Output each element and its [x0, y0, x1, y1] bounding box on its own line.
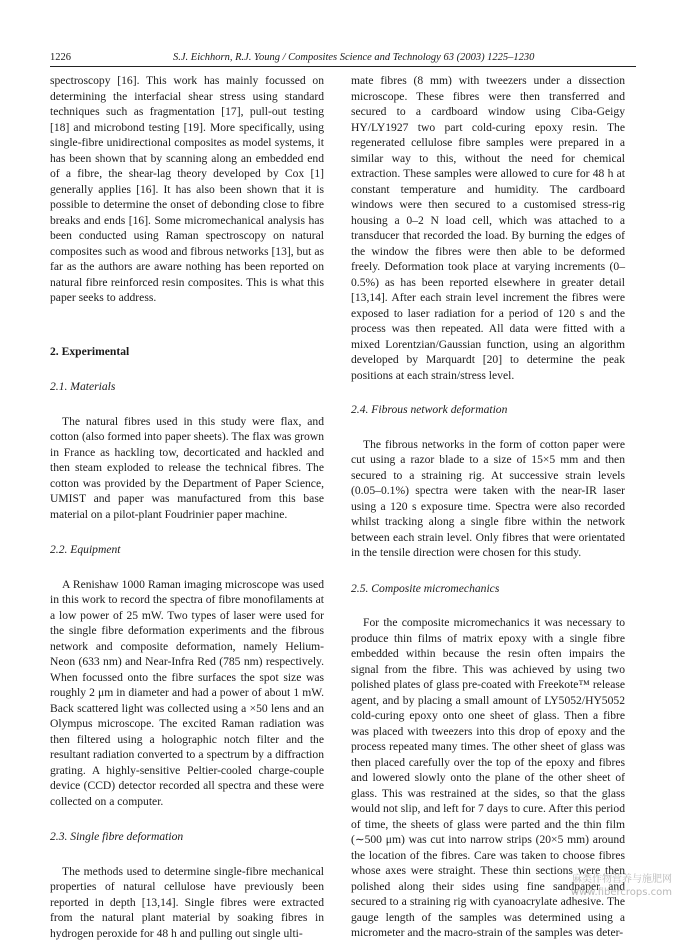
page-header [50, 52, 636, 66]
subsection-heading-fibrous-network: 2.4. Fibrous network deformation [351, 402, 625, 418]
subsection-heading-equipment: 2.2. Equipment [50, 542, 324, 558]
materials-paragraph: The natural fibres used in this study were flax, and cotton (also formed into paper sheets). The flax was grown in France as hackling tow, decorticated and hackled and then steam exploded to release the technical fibres. The cotton was provided by the Department of Paper Science, UMIST and paper was manufactured from this base material on a pilot-plant Foudrinier paper machine. [50, 414, 324, 523]
composite-paragraph: For the composite micromechanics it was necessary to produce thin films of matrix epoxy with a single fibre embedded within because the resin often impairs the signal from the fibre. This was achieved by using two polished plates of glass pre-coated with Freekote™ release agent, and by placing a small amount of LY5052/HY5052 cold-curing epoxy onto one sheet of glass. Then a fibre was placed with tweezers into this drop of epoxy and the process repeated many times. The other sheet of glass was then placed carefully over the top of the epoxy and fibres and lowered slowly onto the plane of the other sheet of glass. This was restrained at the sides, so that the glass would not slip, and left for 7 days to cure. After this period of time, the sheets of glass were parted and the thin film (∼500 μm) was cut into narrow strips (20×5 mm) around the location of the fibres. Care was taken to choose fibres whose axes were straight. These thin sections were then polished along their sides using fine sandpaper and secured to a straining rig with cyanoacrylate adhesive. The gauge length of the samples was determined using a micrometer and the macro-strain of the samples was deter- [351, 615, 625, 941]
subsection-heading-materials: 2.1. Materials [50, 379, 324, 395]
header-rule [50, 66, 636, 67]
watermark-url: www.fibercrops.com [571, 886, 672, 899]
right-column [351, 73, 625, 941]
subsection-heading-composite: 2.5. Composite micromechanics [351, 581, 625, 597]
page-number: 1226 [50, 52, 71, 63]
subsection-heading-single-fibre: 2.3. Single fibre deformation [50, 829, 324, 845]
watermark-title: 麻类作物营养与施肥网 [571, 873, 672, 886]
equipment-paragraph: A Renishaw 1000 Raman imaging microscope was used in this work to record the spectra of fibre monofilaments at a low power of 25 mW. Two types of laser were used for the single fibre deformation experiments and the fibrous network and composite deformation, namely Helium-Neon (633 nm) and Near-Infra Red (785 nm) respectively. When focussed onto the fibre surfaces the spot size was roughly 2 μm in diameter and had a power of about 1 mW. Back scattered light was collected using a ×50 lens and an Olympus microscope. The excited Raman radiation was then filtered using a holographic notch filter and the resultant radiation converted to a spectrum by a diffraction grating. A highly-sensitive Peltier-cooled charge-couple device (CCD) detector recorded all spectra and these were collected on a computer. [50, 577, 324, 810]
continued-paragraph: mate fibres (8 mm) with tweezers under a dissection microscope. These fibres were then transferred and secured to a cardboard window using Ciba-Geigy HY/LY1927 two part cold-curing epoxy resin. The regenerated cellulose fibre samples were prepared in a similar way to this, without the need for chemical extraction. These samples were allowed to cure for 48 h at constant temperature and humidity. The cardboard windows were then secured to a customised stress-rig housing a 0–2 N load cell, which was attached to a transducer that recorded the load. By burning the edges of the window the fibres were then able to be deformed freely. Deformation took place at varying increments (0–0.5%) as has been reported elsewhere in greater detail [13,14]. After each strain level increment the fibres were exposed to laser radiation for a period of 120 s and the process was then repeated. All data were fitted with a mixed Lorentzian/Gaussian function, using an algorithm developed by Marquardt [20] to determine the peak positions at each strain/stress level. [351, 73, 625, 383]
left-column [50, 73, 324, 941]
single-fibre-paragraph: The methods used to determine single-fibre mechanical properties of natural cellulose have previously been reported in depth [13,14]. Single fibres were extracted from the natural plant material by soaking fibres in hydrogen peroxide for 48 h and pulling out single ulti- [50, 864, 324, 941]
intro-paragraph: spectroscopy [16]. This work has mainly focussed on determining the interfacial shear stress using standard techniques such as fragmentation [17], pull-out testing [18] and microbond testing [19]. More specifically, using single-fibre unidirectional composites as model systems, it has been shown that by scanning along an embedded end of a fibre, the shear-lag theory developed by Cox [1] generally applies [16]. It has also been shown that it is possible to determine the onset of debonding close to fibre breaks and ends [16]. Some micromechanical analysis has been conducted using Raman spectroscopy on natural composites such as wood and fibrous networks [13], but as far as the authors are aware nothing has been reported on natural fibre reinforced resin composites. This is what this paper seeks to address. [50, 73, 324, 306]
section-heading-experimental: 2. Experimental [50, 344, 324, 360]
site-watermark [571, 873, 672, 899]
fibrous-network-paragraph: The fibrous networks in the form of cotton paper were cut using a razor blade to a size of 15×5 mm and then secured to a straining rig. At successive strain levels (0.05–0.1%) spectra were taken with the near-IR laser using a 120 s exposure time. Spectra were also recorded whilst tracking along a single fibre within the network between each strain level. Only fibres that were orientated in the tensile direction were chosen for this study. [351, 437, 625, 561]
running-title: S.J. Eichhorn, R.J. Young / Composites Science and Technology 63 (2003) 1225–1230 [173, 52, 534, 63]
